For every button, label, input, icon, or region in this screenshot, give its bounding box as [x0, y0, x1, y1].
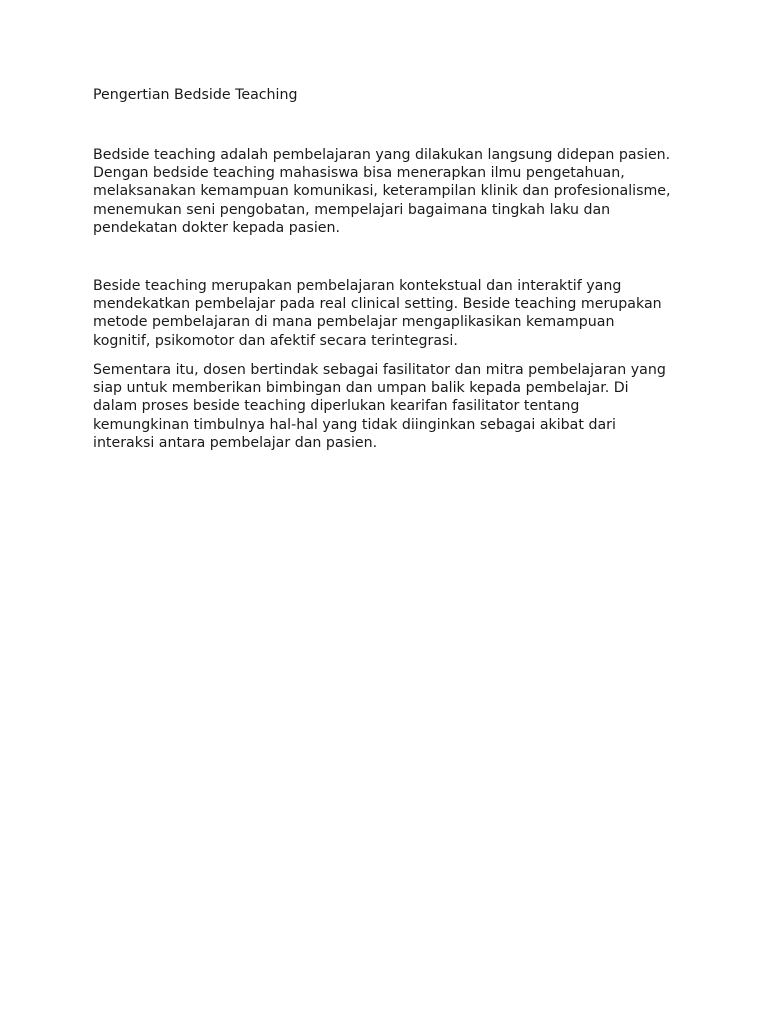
document-title: Pengertian Bedside Teaching — [93, 87, 298, 103]
paragraph-line: siap untuk memberikan bimbingan dan umpan balik kepada pembelajar. Di — [93, 380, 629, 397]
paragraph-line: pendekatan dokter kepada pasien. — [93, 219, 341, 236]
paragraph-line: Beside teaching merupakan pembelajaran kontekstual dan interaktif yang — [93, 278, 622, 294]
paragraph-line: menemukan seni pengobatan, mempelajari bagaimana tingkah laku dan — [93, 201, 611, 218]
paragraph-line: kemungkinan timbulnya hal-hal yang tidak diinginkan sebagai akibat dari — [93, 416, 616, 433]
paragraph-line: Sementara itu, dosen bertindak sebagai fasilitator dan mitra pembelajaran yang — [93, 362, 666, 378]
paragraph-line: metode pembelajaran di mana pembelajar mengaplikasikan kemampuan — [93, 314, 615, 331]
paragraph-line: dalam proses beside teaching diperlukan kearifan fasilitator tentang — [93, 398, 580, 415]
paragraph-line: interaksi antara pembelajar dan pasien. — [93, 434, 378, 451]
paragraph-line: Bedside teaching adalah pembelajaran yang dilakukan langsung didepan pasien. — [93, 147, 671, 163]
paragraph-facilitator-role — [93, 361, 693, 452]
paragraph-contextual-learning — [93, 277, 693, 350]
paragraph-line: melaksanakan kemampuan komunikasi, keterampilan klinik dan profesionalisme, — [93, 183, 671, 200]
paragraph-line: mendekatkan pembelajar pada real clinical setting. Beside teaching merupakan — [93, 296, 662, 313]
paragraph-line: kognitif, psikomotor dan afektif secara terintegrasi. — [93, 332, 458, 349]
paragraph-line: Dengan bedside teaching mahasiswa bisa menerapkan ilmu pengetahuan, — [93, 165, 625, 182]
paragraph-definition — [93, 146, 693, 237]
